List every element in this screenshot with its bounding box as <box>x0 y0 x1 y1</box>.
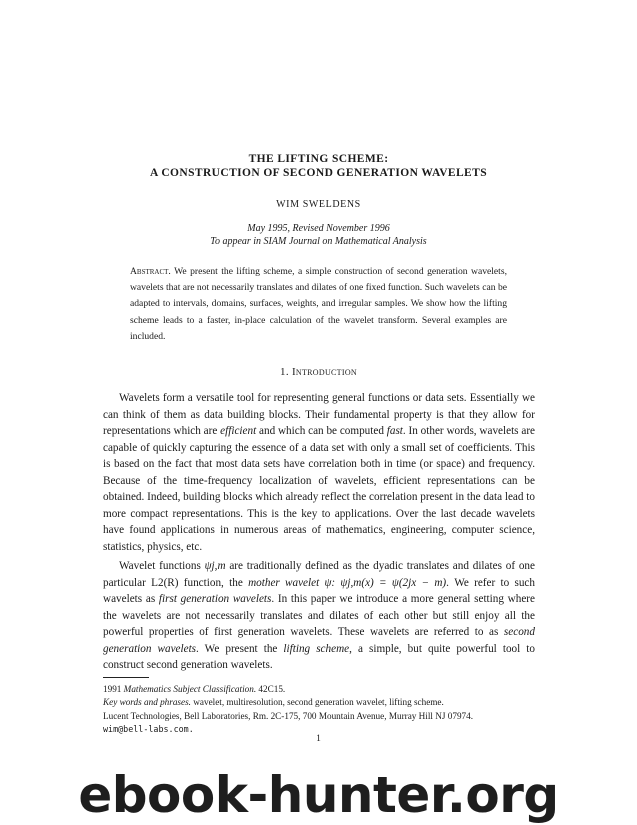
p2-text-7: . We present the <box>196 642 284 655</box>
footnote-msc <box>103 683 535 696</box>
section-number: 1. <box>280 366 289 378</box>
msc-value: 42C15. <box>258 684 286 694</box>
keywords-label: Key words and phrases. <box>103 697 191 708</box>
paragraph-2 <box>103 558 535 674</box>
p1-fast: fast <box>386 425 403 437</box>
p2-text-6: . In this paper we introduce a more general setting where the wavelets are not necessarily translates and dilates of each other but still enjoy all the powerful properties of first generation wavelets. These wavelets are referred to as <box>103 593 535 638</box>
watermark-text: ebook-hunter.org <box>78 766 559 824</box>
date-line-1: May 1995, Revised November 1996 <box>247 223 390 234</box>
paper-title <box>0 152 637 180</box>
p2-second-generation: second generation wavelets <box>103 626 535 655</box>
p1-text-1: Wavelets form a versatile tool for representing general functions or data sets. Essentially we can think of them as data building blocks. Their fundamental property is that they allow for representations which are <box>103 392 535 437</box>
p2-text-5: . We refer to such wavelets as <box>103 576 535 605</box>
p2-l2r: L2(R) <box>151 576 179 589</box>
msc-label: Mathematics Subject Classification. <box>123 684 257 694</box>
title-line-2: A CONSTRUCTION OF SECOND GENERATION WAVELETS <box>149 167 487 179</box>
page-number: 1 <box>316 734 321 744</box>
title-line-1: THE LIFTING SCHEME: <box>248 153 389 165</box>
p2-text-8: , a simple, but quite powerful tool to construct second generation wavelets. <box>103 642 535 671</box>
section-title: Introduction <box>291 366 357 378</box>
author-name: WIM SWELDENS <box>276 199 361 210</box>
p1-text-3: . In other words, wavelets are capable of quickly capturing the essence of a data set with only a small set of coefficients. This is based on the fact that most data sets have correlation both in time (or space) and frequency. Because of the time-frequency localization of wavelets, efficient representations can be obtained. Indeed, building blocks which already reflect the correlation present in the data lead to more compact representations. This is the key to applications. Over the last decade wavelets have found applications in numerous areas of mathematics, engineering, computer science, statistics, physics, etc. <box>103 425 536 553</box>
p1-text-2: and which can be computed <box>256 425 387 437</box>
p2-psi-jm: ψj,m <box>204 560 226 572</box>
footnote-rule <box>103 677 149 678</box>
abstract-label: Abstract. <box>130 266 171 277</box>
p2-text-1: Wavelet functions <box>119 560 205 572</box>
paragraph-1 <box>103 390 535 555</box>
p2-mother-wavelet: mother wavelet <box>248 576 320 589</box>
footnote-keywords <box>103 696 535 709</box>
abstract-text: We present the lifting scheme, a simple construction of second generation wavelets, wavelets that are not necessarily translates and dilates of one fixed function. Such wavelets can be adapted to intervals, domains, surfaces, weights, and irregular samples. We show how the lifting scheme leads to a faster, in-place calculation of the wavelet transform. Several examples are included. <box>130 266 507 342</box>
msc-year: 1991 <box>103 684 122 694</box>
date-line <box>0 222 637 248</box>
date-line-2: To appear in SIAM Journal on Mathematical Analysis <box>210 236 427 247</box>
footnotes <box>103 683 535 737</box>
section-heading <box>0 366 637 378</box>
abstract <box>130 264 507 345</box>
footnote-affiliation: Lucent Technologies, Bell Laboratories, Rm. 2C-175, 700 Mountain Avenue, Murray Hill NJ 07974. <box>103 710 474 721</box>
p2-lifting-scheme: lifting scheme <box>283 642 350 655</box>
p2-first-generation: first generation wavelets <box>158 593 272 605</box>
body-text <box>103 390 535 674</box>
footnote-email[interactable]: wim@bell-labs.com. <box>103 724 194 735</box>
keywords-value: wavelet, multiresolution, second generation wavelet, lifting scheme. <box>193 697 444 708</box>
p1-efficient: efficient <box>220 425 257 437</box>
p2-text-2: are traditionally defined as the dyadic translates and dilates of one particular <box>103 560 535 589</box>
p2-psi-definition: ψ: ψj,m(x) = ψ(2jx − m) <box>324 576 447 589</box>
p2-text-3: function, the <box>178 576 249 589</box>
